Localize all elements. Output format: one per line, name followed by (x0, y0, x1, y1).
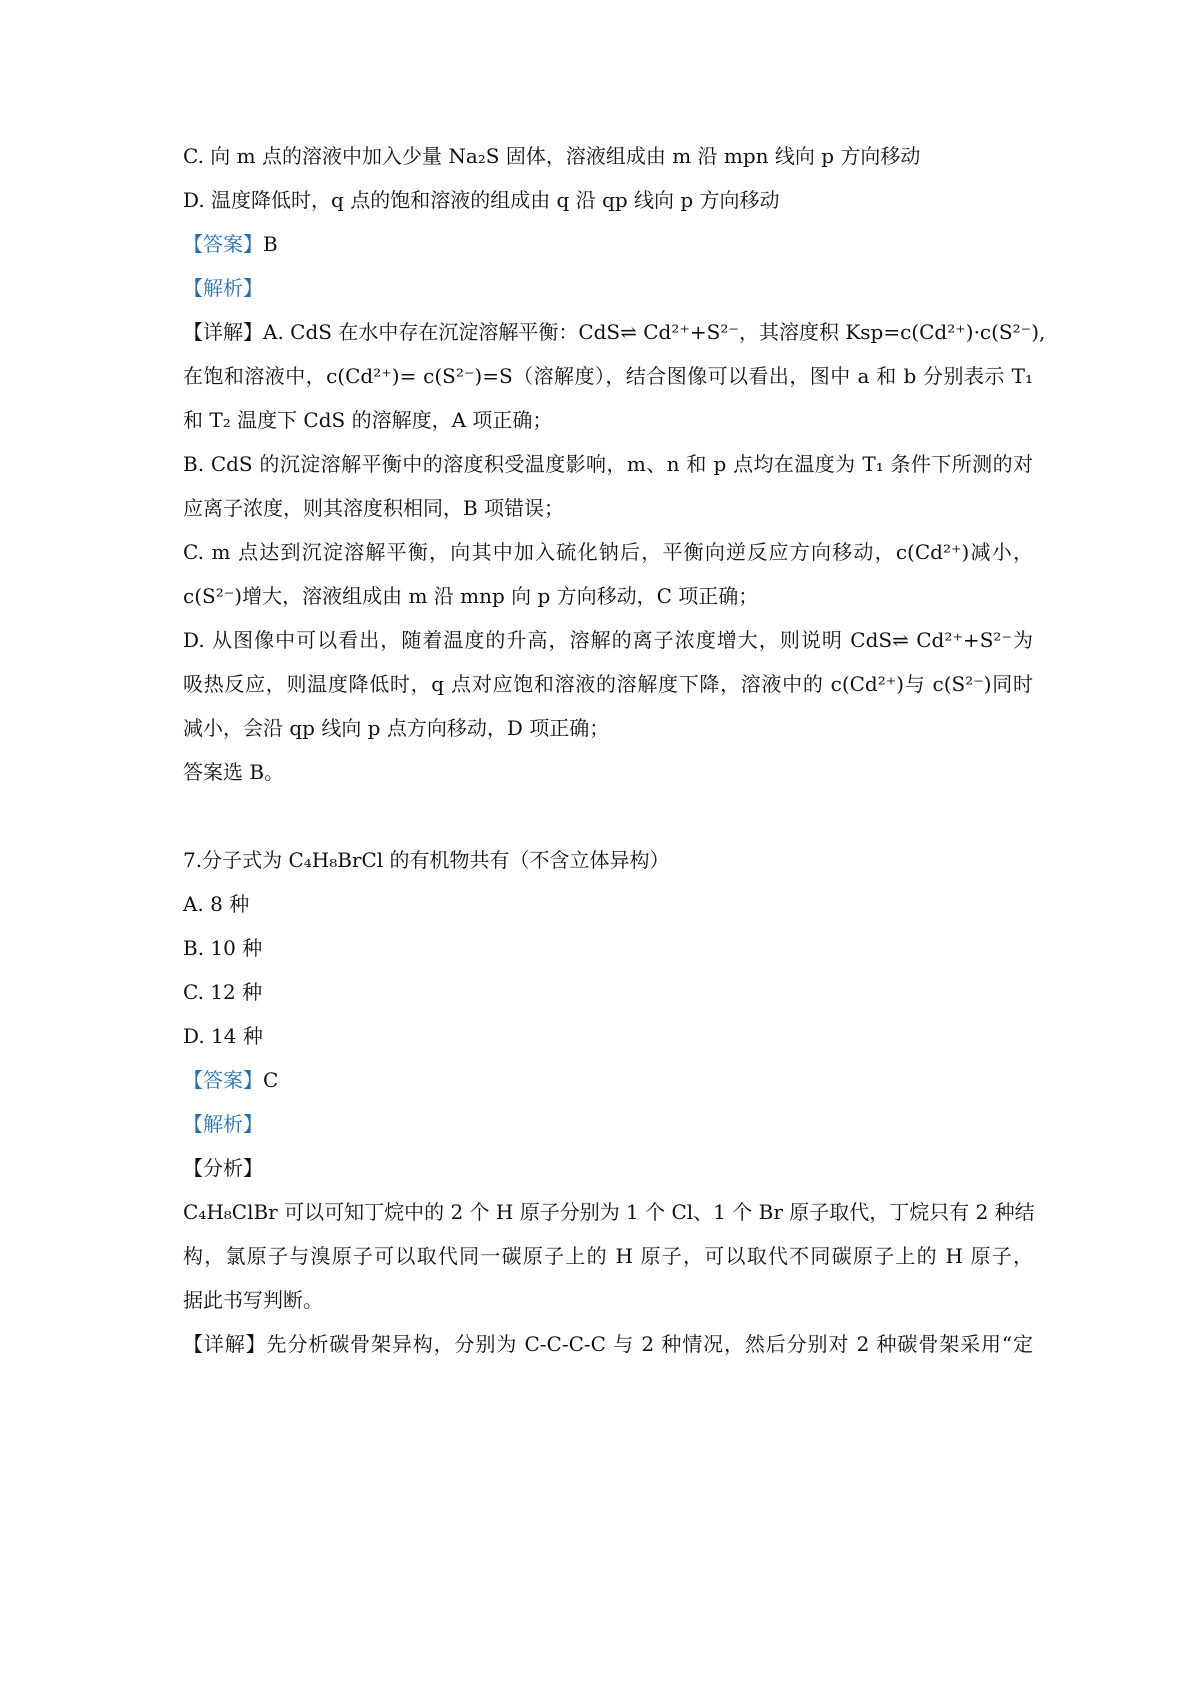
q7-question: 7.分子式为 C₄H₈BrCl 的有机物共有（不含立体异构） (183, 848, 670, 872)
q6-detail-line: C. m 点达到沉淀溶解平衡，向其中加入硫化钠后，平衡向逆反应方向移动，c(Cd²⁺)减小， (183, 540, 1033, 564)
answer-tag: 【答案】 (183, 232, 263, 256)
q6-detail-line: 应离子浓度，则其溶度积相同，B 项错误； (183, 496, 565, 520)
answer-value: B (263, 232, 278, 256)
q6-option-d: D. 温度降低时，q 点的饱和溶液的组成由 q 沿 qp 线向 p 方向移动 (183, 188, 780, 212)
q6-answer-line (183, 230, 1033, 258)
q7-option-d: D. 14 种 (183, 1024, 263, 1048)
q7-fenxi-line: 构，氯原子与溴原子可以取代同一碳原子上的 H 原子，可以取代不同碳原子上的 H 原子， (183, 1244, 1033, 1268)
q6-detail-line: B. CdS 的沉淀溶解平衡中的溶度积受温度影响，m、n 和 p 点均在温度为 T₁ 条件下所测的对 (183, 452, 1033, 476)
q6-detail-line: c(S²⁻)增大，溶液组成由 m 沿 mnp 向 p 方向移动，C 项正确； (183, 584, 759, 608)
answer-value: C (263, 1068, 279, 1092)
q7-option-c: C. 12 种 (183, 980, 263, 1004)
q7-detail-line: 【详解】先分析碳骨架异构，分别为 C-C-C-C 与 2 种情况，然后分别对 2 种碳骨架采用“定 (183, 1332, 1033, 1356)
q6-detail-line: 答案选 B。 (183, 760, 285, 784)
q7-analysis-tag: 【解析】 (183, 1112, 263, 1136)
q6-detail-line: 在饱和溶液中，c(Cd²⁺)= c(S²⁻)=S（溶解度），结合图像可以看出，图中 a 和 b 分别表示 T₁ (183, 364, 1033, 388)
q6-option-c: C. 向 m 点的溶液中加入少量 Na₂S 固体，溶液组成由 m 沿 mpn 线向 p 方向移动 (183, 144, 921, 168)
q7-option-a: A. 8 种 (183, 892, 250, 916)
q7-fenxi-line: 据此书写判断。 (183, 1288, 323, 1312)
q6-detail-line: 减小，会沿 qp 线向 p 点方向移动，D 项正确； (183, 716, 610, 740)
q6-detail-line: D. 从图像中可以看出，随着温度的升高，溶解的离子浓度增大，则说明 CdS⇌ Cd²⁺+S²⁻为 (183, 628, 1033, 652)
q6-detail-line: 【详解】A. CdS 在水中存在沉淀溶解平衡：CdS⇌ Cd²⁺+S²⁻，其溶度积 Ksp=c(Cd²⁺)·c(S²⁻), (183, 320, 1046, 344)
q6-detail-line: 和 T₂ 温度下 CdS 的溶解度，A 项正确； (183, 408, 553, 432)
q7-option-b: B. 10 种 (183, 936, 263, 960)
q7-fenxi-tag: 【分析】 (183, 1156, 263, 1180)
q7-fenxi-line: C₄H₈ClBr 可以可知丁烷中的 2 个 H 原子分别为 1 个 Cl、1 个 Br 原子取代，丁烷只有 2 种结 (183, 1200, 1035, 1224)
q6-analysis-tag: 【解析】 (183, 276, 263, 300)
answer-tag: 【答案】 (183, 1068, 263, 1092)
q6-detail-line: 吸热反应，则温度降低时，q 点对应饱和溶液的溶解度下降，溶液中的 c(Cd²⁺)与 c(S²⁻)同时 (183, 672, 1033, 696)
q7-answer-line (183, 1066, 1033, 1094)
